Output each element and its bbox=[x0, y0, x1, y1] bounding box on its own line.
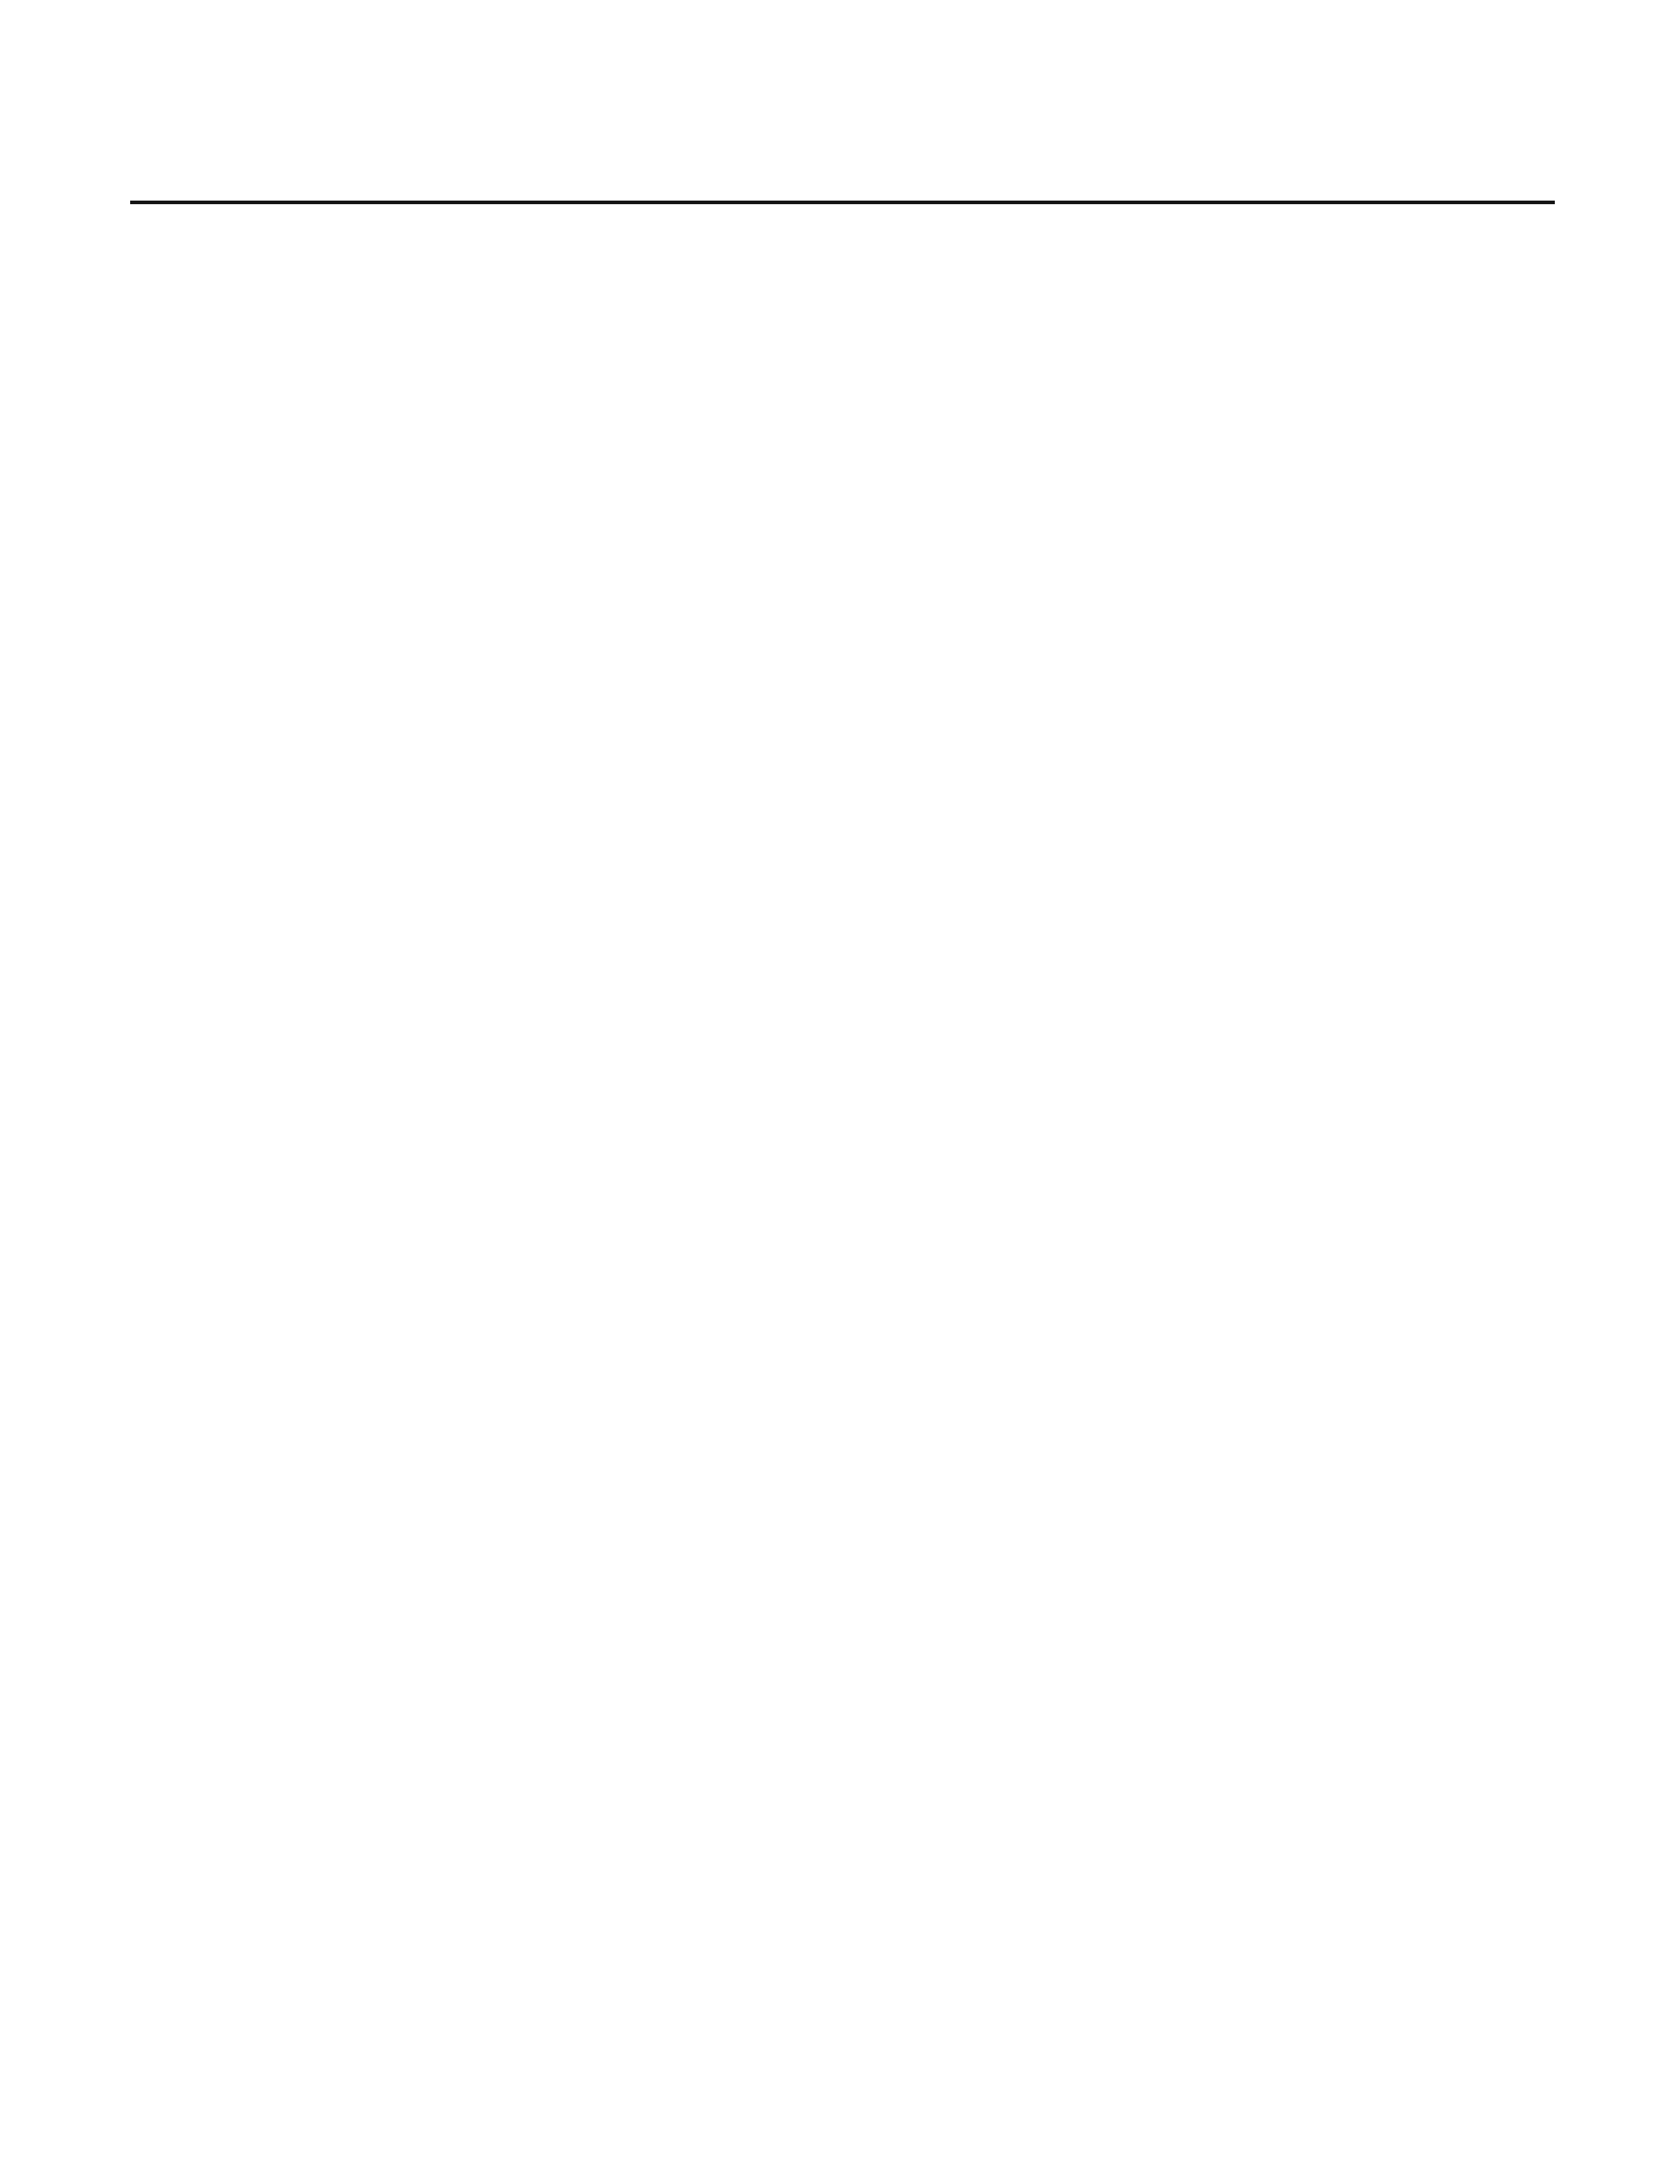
header-rule bbox=[130, 201, 1555, 204]
